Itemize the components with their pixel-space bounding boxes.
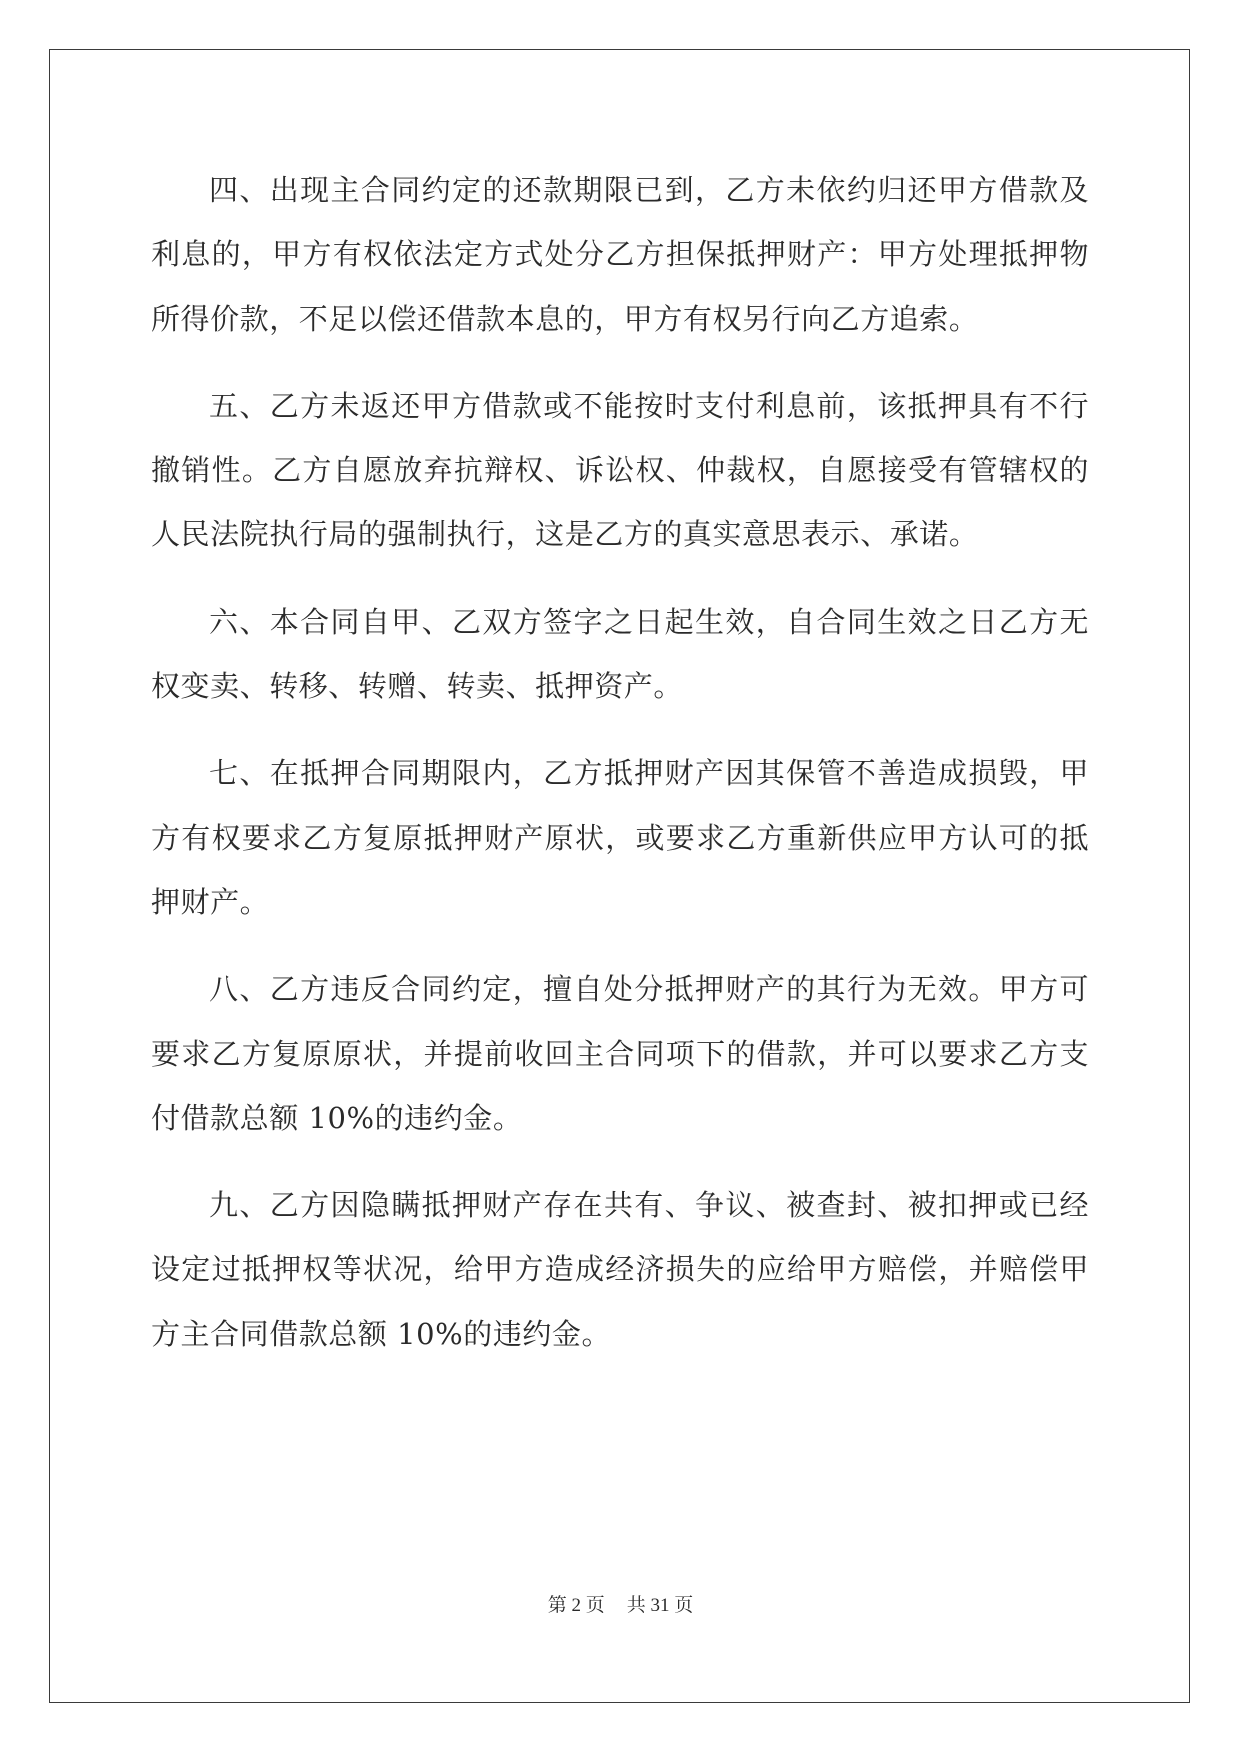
paragraph-6: 六、本合同自甲、乙双方签字之日起生效，自合同生效之日乙方无权变卖、转移、转赠、转卖、抵押资产。 xyxy=(151,604,1089,704)
paragraph-4: 四、出现主合同约定的还款期限已到，乙方未依约归还甲方借款及利息的，甲方有权依法定方式处分乙方担保抵押财产：甲方处理抵押物所得价款，不足以偿还借款本息的，甲方有权另行向乙方追索。 xyxy=(151,173,1089,336)
page-number: 第 2 页 xyxy=(547,1595,605,1616)
document-body xyxy=(151,158,1089,1389)
paragraph-7: 七、在抵押合同期限内，乙方抵押财产因其保管不善造成损毁，甲方有权要求乙方复原抵押财产原状，或要求乙方重新供应甲方认可的抵押财产。 xyxy=(151,756,1089,919)
page-footer xyxy=(0,1590,1241,1617)
paragraph-8: 八、乙方违反合同约定，擅自处分抵押财产的其行为无效。甲方可要求乙方复原原状，并提前收回主合同项下的借款，并可以要求乙方支付借款总额 10%的违约金。 xyxy=(151,972,1089,1135)
paragraph-9: 九、乙方因隐瞒抵押财产存在共有、争议、被查封、被扣押或已经设定过抵押权等状况，给甲方造成经济损失的应给甲方赔偿，并赔偿甲方主合同借款总额 10%的违约金。 xyxy=(151,1188,1089,1351)
page-total: 共 31 页 xyxy=(626,1595,694,1616)
paragraph-5: 五、乙方未返还甲方借款或不能按时支付利息前，该抵押具有不行撤销性。乙方自愿放弃抗辩权、诉讼权、仲裁权，自愿接受有管辖权的人民法院执行局的强制执行，这是乙方的真实意思表示、承诺。 xyxy=(151,388,1089,552)
